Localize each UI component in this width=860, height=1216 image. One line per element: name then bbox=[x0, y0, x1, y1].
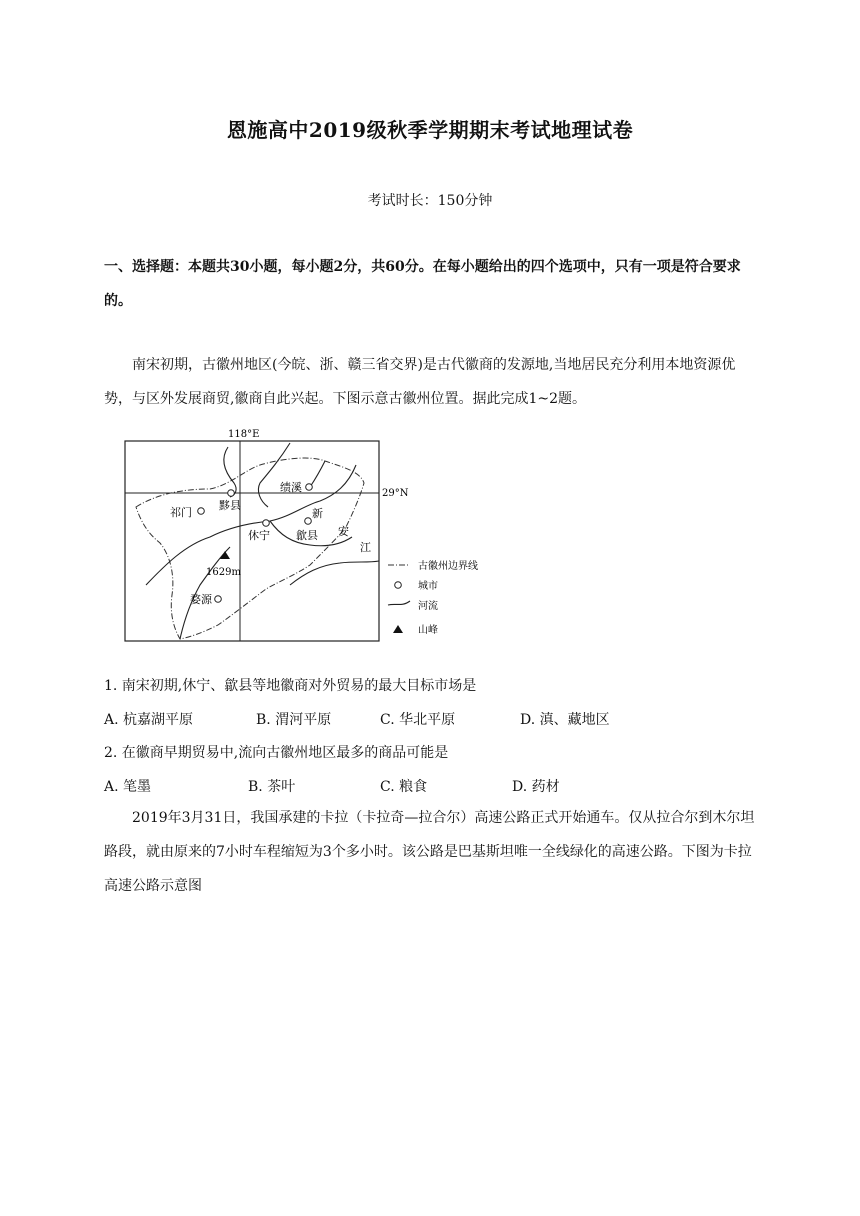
question-1-options bbox=[104, 709, 760, 729]
river-name-char: 江 bbox=[360, 541, 371, 554]
legend-river-label: 河流 bbox=[418, 601, 438, 612]
city-label: 祁门 bbox=[170, 506, 192, 519]
city-label: 黟县 bbox=[219, 499, 241, 512]
huizhou-map bbox=[120, 425, 520, 645]
city-label: 休宁 bbox=[248, 529, 270, 542]
river-6 bbox=[310, 461, 325, 487]
question-2-options bbox=[104, 776, 760, 796]
legend-boundary-label: 古徽州边界线 bbox=[418, 561, 478, 572]
legend-peak-symbol bbox=[393, 625, 403, 633]
legend-city-label: 城市 bbox=[418, 581, 438, 592]
passage-2: 2019年3月31日，我国承建的卡拉（卡拉奇—拉合尔）高速公路正式开始通车。仅从拉合尔到木尔坦路段，就由原来的7小时车程缩短为3个多小时。该公路是巴基斯坦唯一全线绿化的高速公路。下图为卡拉高速公路示意图 bbox=[104, 810, 755, 894]
question-1-stem: 1. 南宋初期,休宁、歙县等地徽商对外贸易的最大目标市场是 bbox=[104, 678, 477, 694]
passage-1: 南宋初期，古徽州地区(今皖、浙、赣三省交界)是古代徽商的发源地,当地居民充分利用本地资源优势，与区外发展商贸,徽商自此兴起。下图示意古徽州位置。据此完成1~2题。 bbox=[104, 357, 736, 407]
river-1 bbox=[146, 465, 356, 585]
option-a[interactable]: A. 杭嘉湖平原 bbox=[104, 712, 194, 728]
latitude-label: 29°N bbox=[382, 488, 409, 499]
river-name-char: 新 bbox=[312, 507, 323, 520]
river-name-char: 安 bbox=[338, 525, 349, 538]
city-marker bbox=[305, 518, 312, 525]
city-marker bbox=[263, 520, 270, 527]
boundary-line bbox=[136, 458, 364, 639]
option-d[interactable]: D. 药材 bbox=[512, 779, 560, 795]
city-label: 歙县 bbox=[296, 529, 318, 542]
option-a[interactable]: A. 笔墨 bbox=[104, 779, 152, 795]
peak-label: 1629m bbox=[206, 567, 241, 578]
city-marker bbox=[228, 490, 235, 497]
legend-river-symbol bbox=[388, 601, 410, 605]
option-c[interactable]: C. 粮食 bbox=[380, 779, 428, 795]
question-2-stem: 2. 在徽商早期贸易中,流向古徽州地区最多的商品可能是 bbox=[104, 745, 449, 761]
city-label: 婺源 bbox=[190, 593, 212, 606]
option-b[interactable]: B. 茶叶 bbox=[248, 779, 296, 795]
city-label: 绩溪 bbox=[280, 481, 302, 494]
city-marker bbox=[306, 484, 313, 491]
river-5 bbox=[258, 443, 290, 507]
option-c[interactable]: C. 华北平原 bbox=[380, 712, 456, 728]
section-heading: 一、选择题：本题共30小题，每小题2分，共60分。在每小题给出的四个选项中，只有一项是符合要求的。 bbox=[104, 259, 741, 309]
longitude-label: 118°E bbox=[228, 429, 260, 440]
exam-duration: 考试时长：150分钟 bbox=[367, 193, 493, 209]
peak-icon bbox=[220, 551, 230, 559]
page-title: 恩施高中2019级秋季学期期末考试地理试卷 bbox=[226, 118, 634, 142]
city-marker bbox=[198, 508, 205, 515]
option-d[interactable]: D. 滇、藏地区 bbox=[520, 712, 610, 728]
legend-city-symbol bbox=[395, 582, 402, 589]
option-b[interactable]: B. 渭河平原 bbox=[256, 712, 332, 728]
river-3 bbox=[290, 561, 379, 585]
city-marker bbox=[215, 596, 222, 603]
legend-peak-label: 山峰 bbox=[418, 625, 438, 636]
